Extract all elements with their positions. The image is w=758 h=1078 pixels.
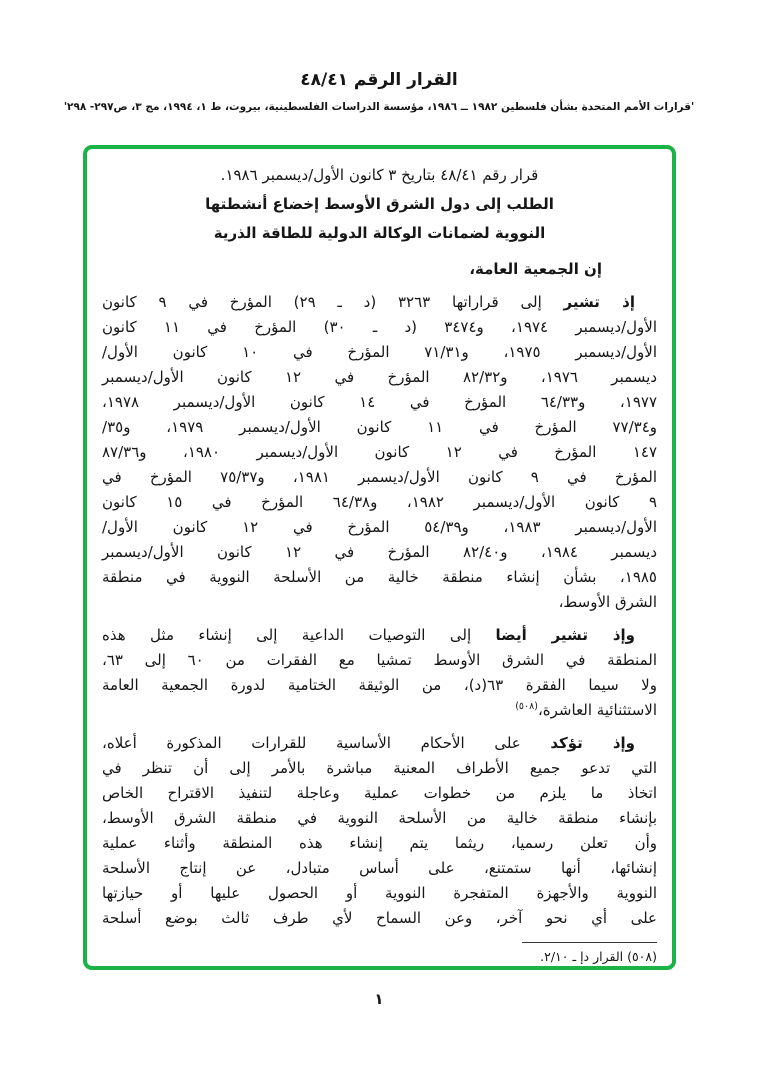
text-line: ١٤٧ المؤرخ في ١٢ كانون الأول/ديسمبر ١٩٨٠، و٨٧/٣٦ — [102, 443, 658, 461]
paragraph — [102, 623, 657, 723]
text-line: المؤرخ في ٩ كانون الأول/ديسمبر ١٩٨١، و٧٥/٣٧ المؤرخ في — [102, 468, 657, 486]
resolution-body — [102, 257, 657, 931]
paragraph — [102, 731, 657, 931]
text-line — [102, 257, 657, 282]
text-line: ١٩٨٥، بشأن إنشاء منطقة خالية من الأسلحة النووية في منطقة — [102, 568, 657, 586]
text-line: المنطقة في الشرق الأوسط تمشيا مع الفقرات من ٦٠ إلى ٦٣، — [102, 651, 657, 669]
text-line: التي تدعو جميع الأطراف المعنية مباشرة بالأمر إلى أن تنظر في — [102, 759, 657, 777]
citation-line: 'قرارات الأمم المتحدة بشأن فلسطين ١٩٨٢ ــ ١٩٨٦، مؤسسة الدراسات الفلسطينية، بيروت، ط ١، ١٩٩٤، مج ٣، ص٢٩٧- ٢٩٨' — [63, 101, 695, 113]
text-line: ديسمبر ١٩٨٤، و٨٢/٤٠ المؤرخ في ١٢ كانون الأول/ديسمبر — [102, 543, 658, 561]
heading-line: الطلب إلى دول الشرق الأوسط إخضاع أنشطتها — [205, 195, 554, 213]
text-line: ديسمبر ١٩٧٦، و٨٢/٣٢ المؤرخ في ١٢ كانون الأول/ديسمبر — [102, 368, 658, 386]
resolution-heading — [102, 161, 657, 248]
text-line: وإذ تؤكد على الأحكام الأساسية للقرارات المذكورة أعلاه، — [102, 734, 635, 752]
heading-line: قرار رقم ٤٨/٤١ بتاريخ ٣ كانون الأول/ديسمبر ١٩٨٦. — [220, 166, 539, 184]
text-line: وإذ تشير أيضا إلى التوصيات الداعية إلى إنشاء مثل هذه — [102, 626, 635, 644]
paragraph — [102, 290, 657, 615]
text-line: على أي نحو آخر، وعن السماح لأي طرف ثالث بوضع أسلحة — [102, 909, 657, 927]
text-line: ولا سيما الفقرة ٦٣(د)، من الوثيقة الختامية لدورة الجمعية العامة — [102, 676, 657, 694]
bold-lead-in: إن الجمعية العامة، — [469, 260, 602, 278]
text-line: الأول/ديسمبر ١٩٧٥، و٧١/٣١ المؤرخ في ١٠ كانون الأول/ — [102, 343, 657, 361]
text-line: الأول/ديسمبر ١٩٨٣، و٥٤/٣٩ المؤرخ في ١٢ كانون الأول/ — [102, 518, 657, 536]
text-line: الأول/ديسمبر ١٩٧٤، و٣٤٧٤ (د ـ ٣٠) المؤرخ في ١١ كانون — [102, 318, 658, 336]
text-line: و٧٧/٣٤ المؤرخ في ١١ كانون الأول/ديسمبر ١٩٧٩، و٣٥/ — [102, 418, 658, 436]
bold-lead-in: وإذ تشير أيضا — [495, 626, 635, 644]
text-line: الاستثنائية العاشرة،$^{(٥٠٨)}$ — [515, 701, 657, 719]
heading-line: النووية لضمانات الوكالة الدولية للطاقة الذرية — [213, 224, 546, 242]
text-line: اتخاذ ما يلزم من خطوات عملية وعاجلة لتنفيذ الاقتراح الخاص — [102, 784, 657, 802]
paragraph — [102, 257, 657, 282]
bold-lead-in: وإذ تؤكد — [550, 734, 635, 752]
text-line: إنشائها، أنها ستمتنع، على أساس متبادل، عن إنتاج الأسلحة — [102, 859, 657, 877]
page-number: ١ — [374, 990, 384, 1008]
footnote-reference: (٥٠٨) — [515, 701, 538, 712]
page-title: القرار الرقم ٤٨/٤١ — [300, 70, 458, 90]
text-line: النووية والأجهزة المتفجرة النووية أو الحصول عليها أو حيازتها — [102, 884, 657, 902]
footnote-text: (٥٠٨) القرار دإ ـ ٢/١٠. — [540, 949, 657, 964]
text-line: ٩ كانون الأول/ديسمبر ١٩٨٢، و٦٤/٣٨ المؤرخ في ١٥ كانون — [102, 493, 657, 511]
text-line: إذ تشير إلى قراراتها ٣٢٦٣ (د ـ ٢٩) المؤرخ في ٩ كانون — [102, 293, 635, 311]
text-line: الشرق الأوسط، — [558, 593, 657, 611]
document-frame — [83, 145, 676, 970]
text-line: وأن تعلن رسميا، ريثما يتم إنشاء هذه المنطقة وأثناء عملية — [102, 834, 657, 852]
text-line: بإنشاء منطقة خالية من الأسلحة النووية في منطقة الشرق الأوسط، — [102, 809, 657, 827]
footnote-rule — [522, 942, 657, 943]
bold-lead-in: إذ تشير — [563, 293, 635, 311]
text-line: ١٩٧٧، و٦٤/٣٣ المؤرخ في ١٤ كانون الأول/ديسمبر ١٩٧٨، — [102, 393, 658, 411]
